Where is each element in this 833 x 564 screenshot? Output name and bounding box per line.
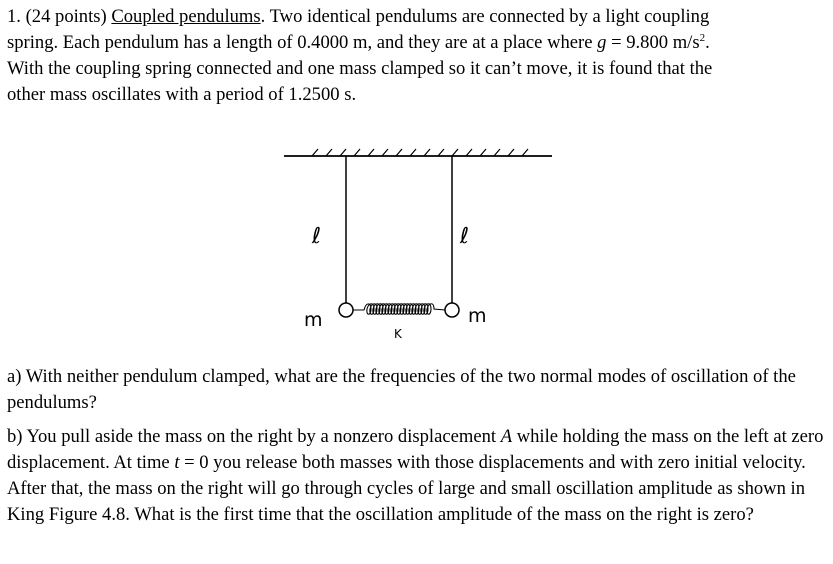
right-length-label: ℓ: [460, 224, 470, 249]
problem-points: (24 points): [25, 6, 107, 27]
part-b-text3: = 0 you release both masses with those displacements and with zero initial velocity. After that, the mass on the right will go through cycles of large and small oscillation amplitude as shown in King Figure 4.8. What is the first time that the oscillation amplitude of the mass on the right is zero?: [7, 452, 806, 525]
gravity-exponent: 2: [699, 32, 706, 44]
part-b-text1: b) You pull aside the mass on the right by a nonzero displacement: [7, 426, 501, 447]
problem-title: Coupled pendulums: [111, 6, 261, 27]
gravity-value: = 9.800 m/s: [606, 32, 700, 53]
problem-line2-end: .: [705, 32, 710, 53]
time-symbol: t: [174, 452, 180, 473]
problem-line3: With the coupling spring connected and one mass clamped so it can’t move, it is found that the: [7, 58, 713, 79]
gravity-symbol: g: [597, 32, 607, 53]
displacement-symbol: A: [500, 426, 513, 447]
right-mass: [445, 303, 459, 317]
ceiling-hatching: [312, 149, 528, 156]
problem-line4: other mass oscillates with a period of 1.2500 s.: [7, 84, 357, 105]
part-a-question: a) With neither pendulum clamped, what are the frequencies of the two normal modes of oscillation of the pendulums?: [7, 366, 796, 413]
problem-line1-rest: . Two identical pendulums are connected by a light coupling: [260, 6, 710, 27]
left-mass-label: m: [304, 309, 323, 331]
left-length-label: ℓ: [312, 224, 322, 249]
spring-constant-label: K: [394, 327, 402, 341]
problem-line2: spring. Each pendulum has a length of 0.4000 m, and they are at a place where: [7, 32, 598, 53]
part-b-text2: while holding the mass on the left at zero displacement. At time: [7, 426, 824, 473]
part-b-question: [7, 424, 831, 528]
coupling-spring: [353, 304, 445, 315]
problem-number: 1.: [7, 6, 21, 27]
left-mass: [339, 303, 353, 317]
right-mass-label: m: [468, 305, 487, 327]
